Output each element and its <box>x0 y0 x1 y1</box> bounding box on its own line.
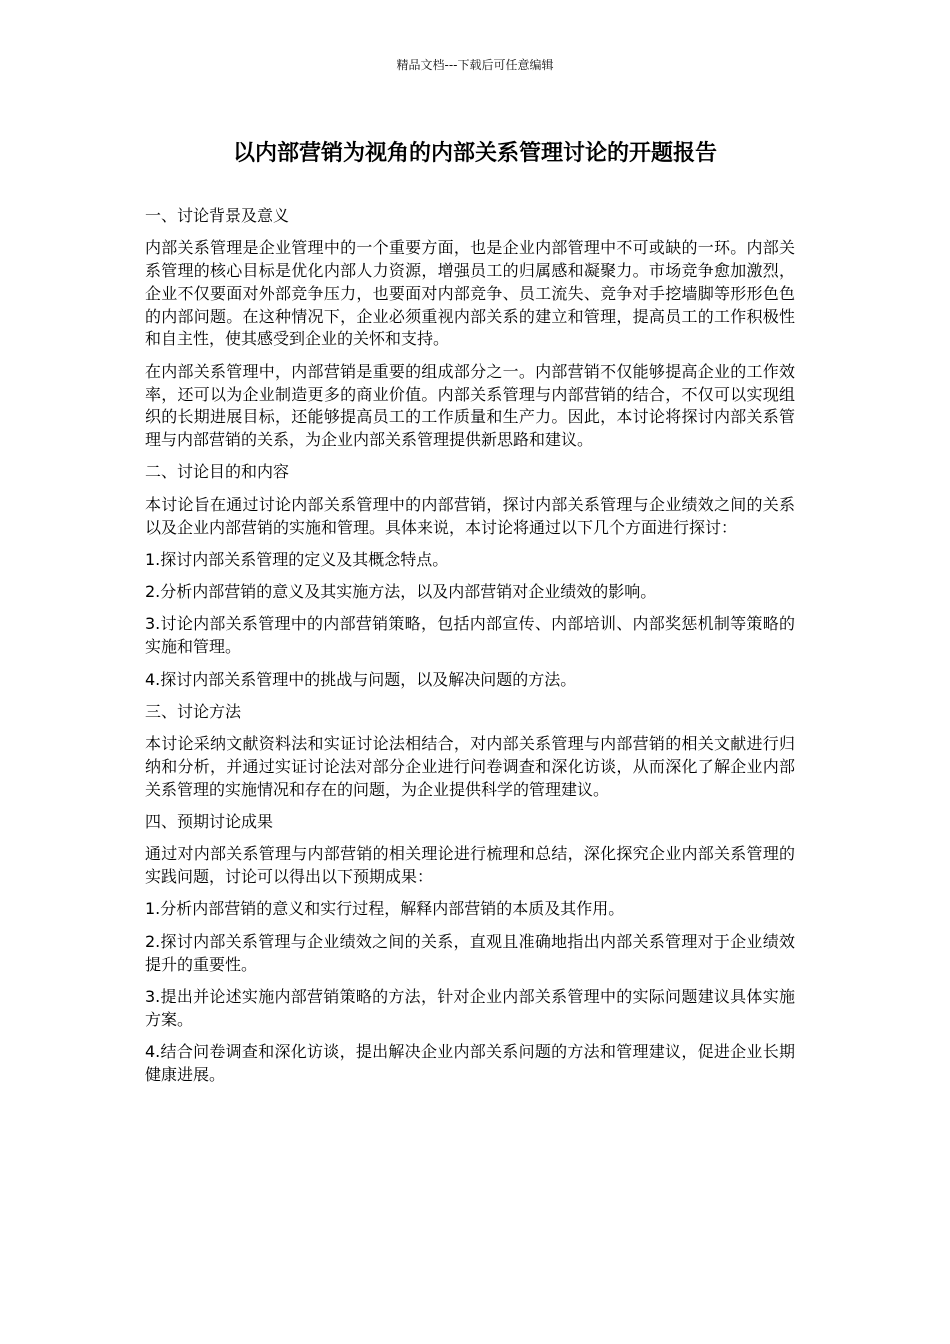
body-paragraph: 内部关系管理是企业管理中的一个重要方面，也是企业内部管理中不可或缺的一环。内部关系管理的核心目标是优化内部人力资源，增强员工的归属感和凝聚力。市场竞争愈加激烈，企业不仅要面对外部竞争压力，也要面对内部竞争、员工流失、竞争对手挖墙脚等形形色色的内部问题。在这种情况下，企业必须重视内部关系的建立和管理，提高员工的工作积极性和自主性，使其感受到企业的关怀和支持。 <box>145 238 795 349</box>
list-item: 3.讨论内部关系管理中的内部营销策略，包括内部宣传、内部培训、内部奖惩机制等策略的实施和管理。 <box>145 614 795 657</box>
body-paragraph: 通过对内部关系管理与内部营销的相关理论进行梳理和总结，深化探究企业内部关系管理的实践问题，讨论可以得出以下预期成果： <box>145 844 795 887</box>
list-item: 3.提出并论述实施内部营销策略的方法，针对企业内部关系管理中的实际问题建议具体实施方案。 <box>145 986 795 1029</box>
body-paragraph: 本讨论采纳文献资料法和实证讨论法相结合，对内部关系管理与内部营销的相关文献进行归纳和分析，并通过实证讨论法对部分企业进行问卷调查和深化访谈，从而深化了解企业内部关系管理的实施情况和存在的问题，为企业提供科学的管理建议。 <box>145 734 795 799</box>
list-item: 4.结合问卷调查和深化访谈，提出解决企业内部关系问题的方法和管理建议，促进企业长期健康进展。 <box>145 1041 795 1084</box>
list-item: 2.探讨内部关系管理与企业绩效之间的关系，直观且准确地指出内部关系管理对于企业绩效提升的重要性。 <box>145 931 795 974</box>
section-heading: 三、讨论方法 <box>145 701 242 721</box>
body-paragraph: 本讨论旨在通过讨论内部关系管理中的内部营销，探讨内部关系管理与企业绩效之间的关系以及企业内部营销的实施和管理。具体来说，本讨论将通过以下几个方面进行探讨： <box>145 494 795 537</box>
list-item: 1.分析内部营销的意义和实行过程，解释内部营销的本质及其作用。 <box>145 899 625 919</box>
page-header: 精品文档---下载后可任意编辑 <box>396 58 554 72</box>
list-item: 1.探讨内部关系管理的定义及其概念特点。 <box>145 549 449 569</box>
section-heading: 二、讨论目的和内容 <box>145 462 290 482</box>
list-item: 4.探讨内部关系管理中的挑战与问题，以及解决问题的方法。 <box>145 669 577 689</box>
document-body <box>145 205 795 1096</box>
body-paragraph: 在内部关系管理中，内部营销是重要的组成部分之一。内部营销不仅能够提高企业的工作效率，还可以为企业制造更多的商业价值。内部关系管理与内部营销的结合，不仅可以实现组织的长期进展目标，还能够提高员工的工作质量和生产力。因此，本讨论将探讨内部关系管理与内部营销的关系，为企业内部关系管理提供新思路和建议。 <box>145 361 795 450</box>
section-heading: 一、讨论背景及意义 <box>145 206 290 225</box>
document-title: 以内部营销为视角的内部关系管理讨论的开题报告 <box>232 141 717 166</box>
section-heading: 四、预期讨论成果 <box>145 812 274 832</box>
list-item: 2.分析内部营销的意义及其实施方法，以及内部营销对企业绩效的影响。 <box>145 582 657 602</box>
